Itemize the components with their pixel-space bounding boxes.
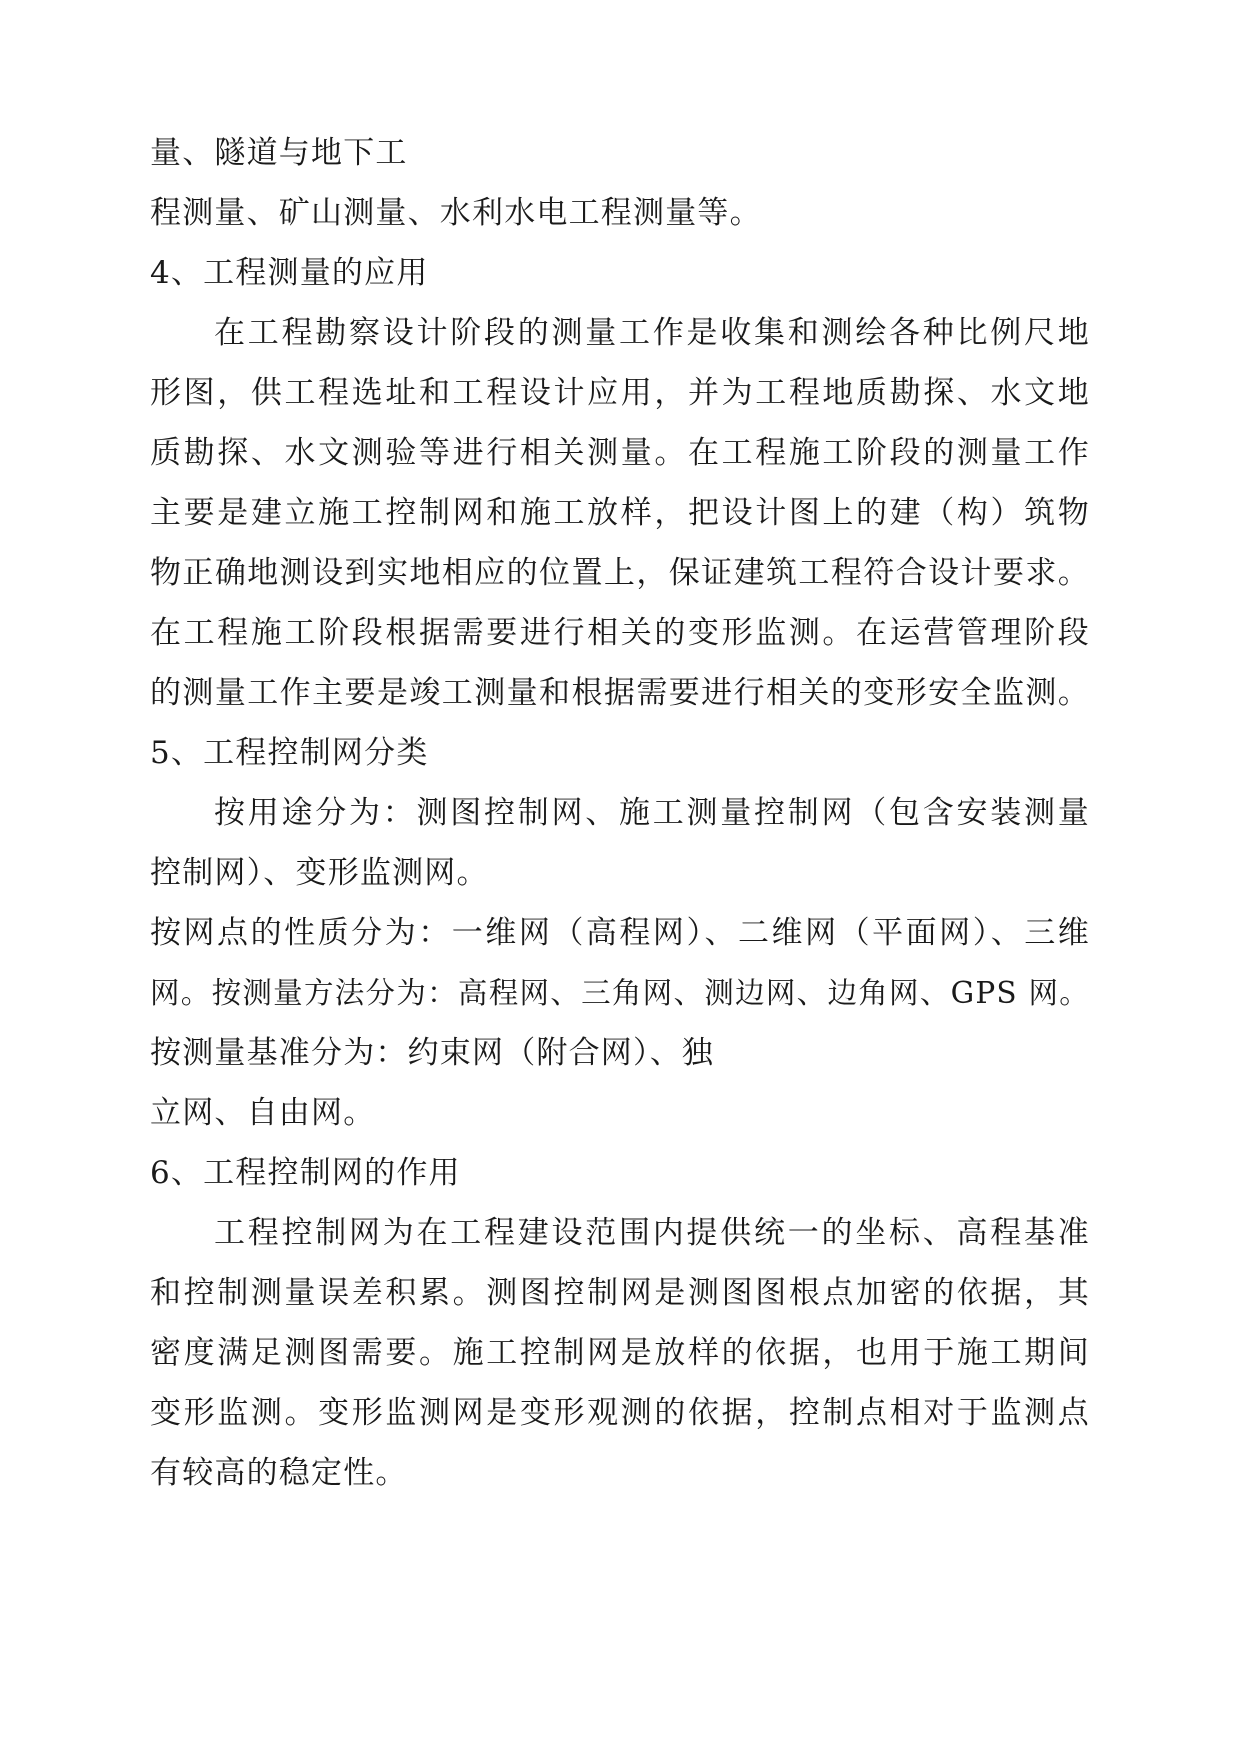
body-line: 密度满足测图需要。施工控制网是放样的依据，也用于施工期间 [150,1335,1090,1371]
body-line: 量、隧道与地下工 [150,135,408,171]
body-line: 在工程勘察设计阶段的测量工作是收集和测绘各种比例尺地 [214,315,1090,351]
body-line: 程测量、矿山测量、水利水电工程测量等。 [150,195,762,231]
body-line: 形图，供工程选址和工程设计应用，并为工程地质勘探、水文地 [150,375,1090,411]
body-line: 和控制测量误差积累。测图控制网是测图图根点加密的依据，其 [150,1275,1090,1311]
body-line: 的测量工作主要是竣工测量和根据需要进行相关的变形安全监测。 [150,675,1090,711]
body-line: 变形监测。变形监测网是变形观测的依据，控制点相对于监测点 [150,1395,1090,1431]
body-line: 网。按测量方法分为：高程网、三角网、测边网、边角网、GPS 网。 [150,976,1090,1010]
section-heading-5: 5、工程控制网分类 [150,735,429,771]
body-line: 有较高的稳定性。 [150,1455,408,1491]
body-line: 主要是建立施工控制网和施工放样，把设计图上的建（构）筑物 [150,495,1090,531]
body-line: 在工程施工阶段根据需要进行相关的变形监测。在运营管理阶段 [150,615,1090,651]
body-line: 工程控制网为在工程建设范围内提供统一的坐标、高程基准 [214,1215,1090,1251]
body-line: 控制网）、变形监测网。 [150,855,489,891]
section-heading-4: 4、工程测量的应用 [150,255,429,291]
body-line: 按用途分为：测图控制网、施工测量控制网（包含安装测量 [214,795,1090,831]
body-line: 物正确地测设到实地相应的位置上，保证建筑工程符合设计要求。 [150,555,1090,591]
body-line: 按网点的性质分为：一维网（高程网）、二维网（平面网）、三维 [150,915,1090,951]
body-line: 质勘探、水文测验等进行相关测量。在工程施工阶段的测量工作 [150,435,1090,471]
body-line: 立网、自由网。 [150,1095,376,1131]
section-heading-6: 6、工程控制网的作用 [150,1155,461,1191]
body-line: 按测量基准分为：约束网（附合网）、独 [150,1035,715,1071]
